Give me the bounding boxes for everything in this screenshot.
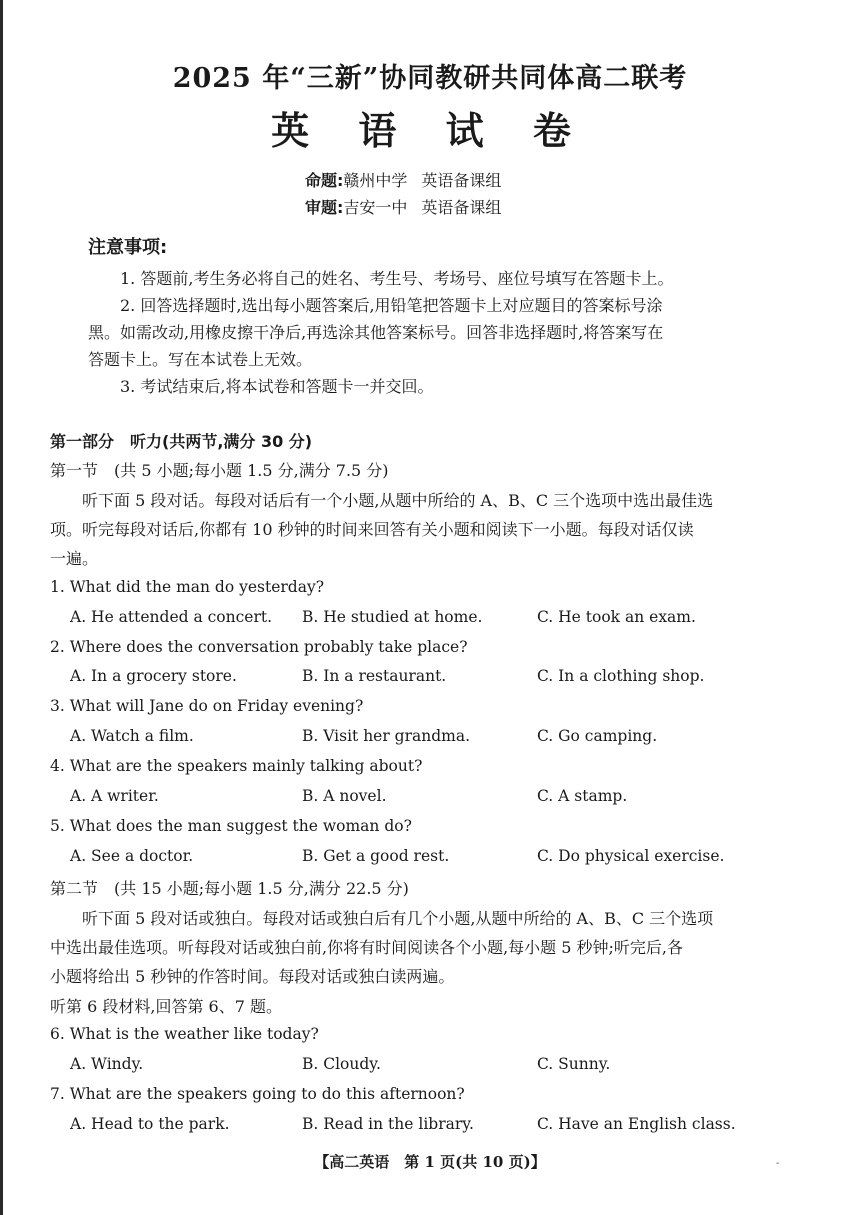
- option-a: A. See a doctor.: [70, 847, 194, 865]
- section2-heading: 第二节 (共 15 小题;每小题 1.5 分,满分 22.5 分): [50, 879, 409, 898]
- section2-instruction: 中选出最佳选项。听每段对话或独白前,你将有时间阅读各个小题,每小题 5 秒钟;听完后,各: [50, 938, 684, 957]
- page-left-border: [0, 0, 3, 1215]
- review-label: 审题:: [305, 198, 344, 217]
- question-2: 2. Where does the conversation probably take place?: [50, 638, 468, 656]
- option-b: B. In a restaurant.: [302, 667, 447, 685]
- page-footer: 【高二英语 第 1 页(共 10 页)】: [314, 1153, 546, 1171]
- option-b: B. He studied at home.: [302, 608, 483, 626]
- option-b: B. Get a good rest.: [302, 847, 450, 865]
- question-1: 1. What did the man do yesterday?: [50, 578, 325, 596]
- notes-line: 答题卡上。写在本试卷上无效。: [88, 350, 313, 369]
- option-b: B. Visit her grandma.: [302, 727, 471, 745]
- option-c: C. Go camping.: [537, 727, 658, 745]
- option-a: A. Windy.: [70, 1055, 144, 1073]
- option-a: A. Watch a film.: [70, 727, 194, 745]
- notes-line: 2. 回答选择题时,选出每小题答案后,用铅笔把答题卡上对应题目的答案标号涂: [120, 296, 663, 315]
- material-note: 听第 6 段材料,回答第 6、7 题。: [50, 997, 282, 1016]
- notes-line: 1. 答题前,考生务必将自己的姓名、考生号、考场号、座位号填写在答题卡上。: [120, 269, 674, 288]
- option-a: A. Head to the park.: [70, 1115, 230, 1133]
- section2-instruction: 小题将给出 5 秒钟的作答时间。每段对话或独白读两遍。: [50, 967, 455, 986]
- option-a: A. A writer.: [70, 787, 159, 805]
- notes-line: 黑。如需改动,用橡皮擦干净后,再选涂其他答案标号。回答非选择题时,将答案写在: [88, 323, 664, 342]
- compose-label: 命题:: [305, 171, 344, 190]
- question-5: 5. What does the man suggest the woman do?: [50, 817, 412, 835]
- option-b: B. Cloudy.: [302, 1055, 381, 1073]
- question-3: 3. What will Jane do on Friday evening?: [50, 697, 364, 715]
- question-4: 4. What are the speakers mainly talking about?: [50, 757, 423, 775]
- footer-mark: -: [776, 1158, 780, 1169]
- review-school: 吉安一中: [343, 198, 408, 217]
- notes-heading: 注意事项:: [88, 237, 168, 258]
- section1-heading: 第一节 (共 5 小题;每小题 1.5 分,满分 7.5 分): [50, 461, 389, 480]
- section1-instruction: 一遍。: [50, 549, 99, 568]
- option-c: C. He took an exam.: [537, 608, 696, 626]
- question-6: 6. What is the weather like today?: [50, 1025, 319, 1043]
- reviewer-line: [305, 195, 501, 218]
- review-group: 英语备课组: [421, 198, 502, 217]
- exam-subject-title: 英 语 试 卷: [271, 109, 589, 153]
- section1-instruction: 项。听完每段对话后,你都有 10 秒钟的时间来回答有关小题和阅读下一小题。每段对话仅读: [50, 520, 694, 539]
- composer-line: [305, 168, 501, 191]
- option-c: C. Do physical exercise.: [537, 847, 725, 865]
- exam-title: 2025 年“三新”协同教研共同体高二联考: [172, 63, 688, 94]
- option-a: A. In a grocery store.: [70, 667, 237, 685]
- compose-school: 赣州中学: [343, 171, 408, 190]
- option-c: C. In a clothing shop.: [537, 667, 705, 685]
- section1-instruction: 听下面 5 段对话。每段对话后有一个小题,从题中所给的 A、B、C 三个选项中选出最佳选: [82, 491, 714, 510]
- option-b: B. A novel.: [302, 787, 387, 805]
- option-a: A. He attended a concert.: [70, 608, 273, 626]
- question-7: 7. What are the speakers going to do this afternoon?: [50, 1085, 465, 1103]
- part1-heading: 第一部分 听力(共两节,满分 30 分): [50, 432, 313, 451]
- option-c: C. Sunny.: [537, 1055, 611, 1073]
- compose-group: 英语备课组: [421, 171, 502, 190]
- option-b: B. Read in the library.: [302, 1115, 474, 1133]
- notes-line: 3. 考试结束后,将本试卷和答题卡一并交回。: [120, 377, 434, 396]
- option-c: C. Have an English class.: [537, 1115, 736, 1133]
- section2-instruction: 听下面 5 段对话或独白。每段对话或独白后有几个小题,从题中所给的 A、B、C 三个选项: [82, 909, 714, 928]
- option-c: C. A stamp.: [537, 787, 628, 805]
